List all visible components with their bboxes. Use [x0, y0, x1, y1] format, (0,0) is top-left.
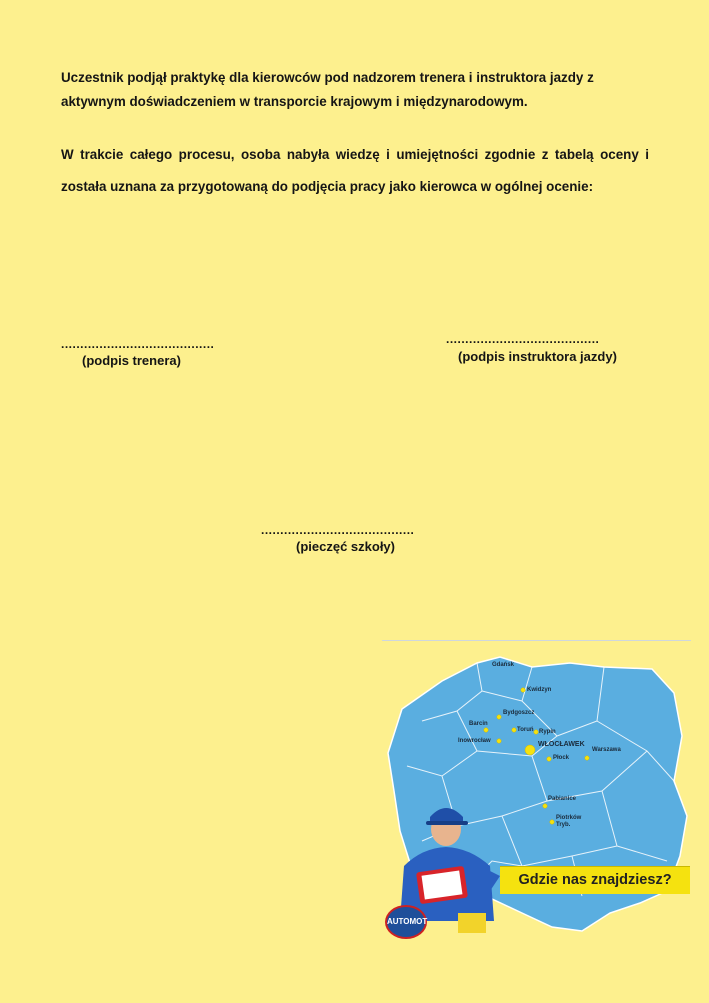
city-barcin: Barcin — [469, 721, 488, 727]
city-pabianice: Pabianice — [548, 796, 577, 802]
school-stamp-label: (pieczęć szkoły) — [296, 539, 395, 554]
marker-piotrkow — [550, 820, 554, 824]
truck-graphic — [458, 913, 486, 933]
trainer-signature-label: (podpis trenera) — [82, 353, 181, 368]
marker-bydgoszcz — [497, 715, 501, 719]
marker-torun — [512, 728, 516, 732]
city-torun: Toruń — [517, 727, 534, 733]
where-to-find-us-banner: Gdzie nas znajdziesz? — [500, 866, 690, 894]
instructor-signature-label: (podpis instruktora jazdy) — [458, 349, 617, 364]
locations-map — [382, 640, 691, 941]
city-inowroclaw: Inowrocław — [458, 738, 491, 744]
school-logo: AUTOMOT — [385, 905, 427, 939]
marker-warszawa — [585, 756, 589, 760]
city-gdansk: Gdańsk — [492, 662, 515, 668]
marker-barcin — [484, 728, 488, 732]
marker-kwidzyn — [521, 688, 525, 692]
marker-inowroclaw — [497, 739, 501, 743]
city-plock: Płock — [553, 755, 570, 761]
city-rypin: Rypin — [539, 729, 556, 735]
poland-map-graphic — [382, 641, 691, 941]
marker-plock — [547, 757, 551, 761]
city-wloclawek: WŁOCŁAWEK — [538, 741, 585, 748]
school-stamp-line: ........................................ — [261, 523, 415, 537]
city-bydgoszcz: Bydgoszcz — [503, 710, 535, 716]
trainer-signature-line: ........................................ — [61, 337, 215, 351]
instructor-signature-line: ........................................ — [446, 332, 600, 346]
marker-rypin — [534, 730, 538, 734]
marker-wloclawek — [525, 745, 535, 755]
paragraph-participant-practice: Uczestnik podjął praktykę dla kierowców pod nadzorem trenera i instruktora jazdy z aktywnym doświadczeniem w transporcie krajowym i międzynarodowym. — [61, 70, 594, 109]
city-kwidzyn: Kwidzyn — [527, 687, 552, 693]
city-piotrkow: Piotrków Tryb. — [556, 815, 582, 828]
paragraph-assessment: W trakcie całego procesu, osoba nabyła wiedzę i umiejętności zgodnie z tabelą oceny i została uznana za przygotowaną do podjęcia pracy jako kierowca w ogólnej ocenie: — [61, 147, 649, 194]
marker-pabianice — [543, 804, 547, 808]
city-warszawa: Warszawa — [592, 747, 621, 753]
